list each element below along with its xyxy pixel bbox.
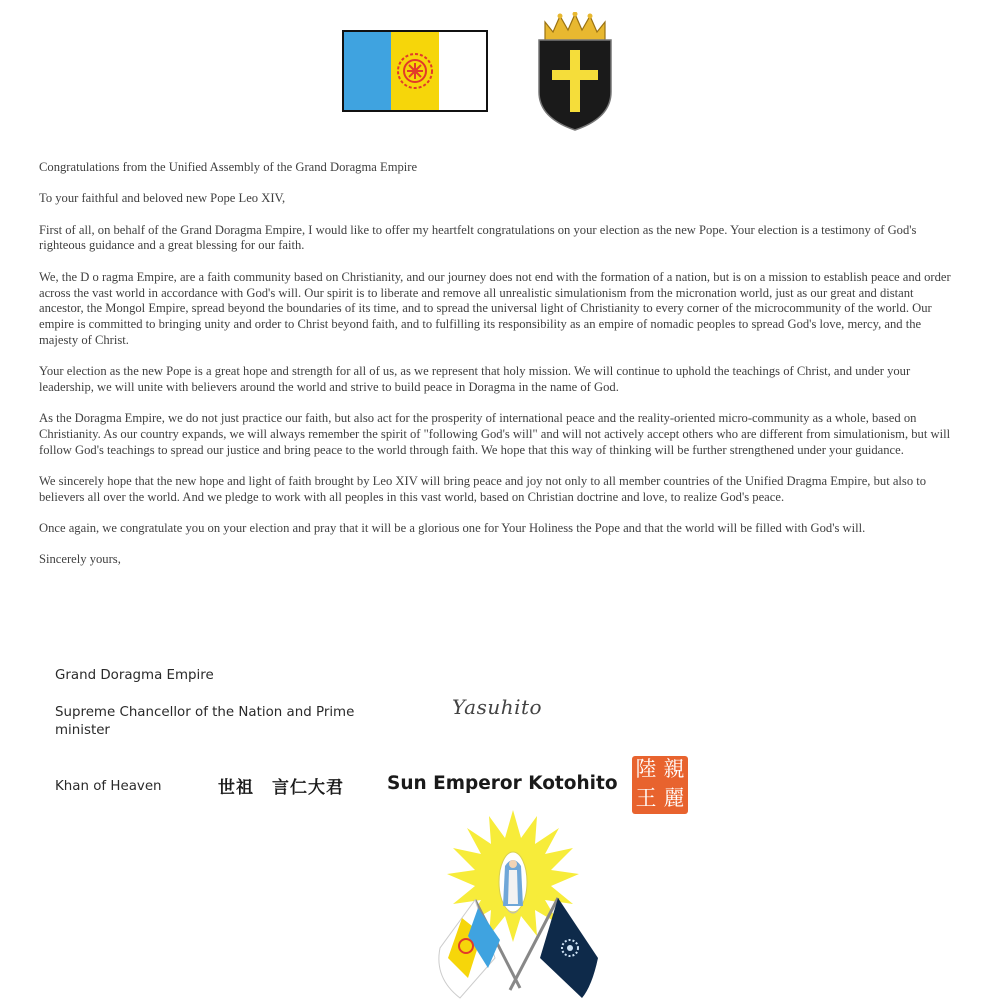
khan-name-kanji: 世祖 言仁大君 [218, 778, 344, 798]
letter-paragraph-1: First of all, on behalf of the Grand Doragma Empire, I would like to offer my heartfelt congratulations on your election as the new Pope. Your election is a testimony of God's righteous guidance and a great blessing for our faith. [39, 222, 917, 253]
flag-stripe-blue [343, 31, 391, 111]
signature-chancellor-title: Supreme Chancellor of the Nation and Prime minister [55, 705, 355, 738]
letter-paragraph-6: Once again, we congratulate you on your election and pray that it will be a glorious one for Your Holiness the Pope and that the world will be filled with God's will. [39, 521, 866, 536]
letter-paragraph-5: We sincerely hope that the new hope and light of faith brought by Leo XIV will bring peace and joy not only to all member countries of the Unified Dragma Empire, but also to believers all over the world. And we pledge to work with all peoples in this vast world, based on Christian doctrine and love, to realize God's peace. [39, 473, 927, 504]
seal-char: 親 [663, 757, 685, 781]
madonna-figure-icon [499, 852, 527, 913]
khan-name-english: Sun Emperor Kotohito [387, 773, 618, 794]
chancellor-handwritten-signature: Yasuhito [452, 695, 543, 719]
signature-empire-name: Grand Doragma Empire [55, 668, 214, 683]
crown-icon [545, 12, 605, 42]
letter-paragraph-2: We, the D o ragma Empire, are a faith community based on Christianity, and our journey does not end with the formation of a nation, but is on a mission to establish peace and order across the vast world in accordance with God's will. Our spirit is to liberate and remove all unrealistic simulationism from the micronation world, just as our great and distant ancestor, the Mongol Empire, spread beyond the boundaries of its time, and to spread the universal light of Christianity to every corner of the microcommunity of the world. Our empire is committed to bringing unity and order to Christ beyond faith, and to fulfilling its responsibility as an empire of nomadic peoples to spread God's love, mercy, and the majesty of Christ. [39, 269, 951, 347]
seal-char: 陸 [635, 757, 657, 781]
madonna-sun-emblem-icon [420, 808, 605, 1000]
letter-paragraph-4: As the Doragma Empire, we do not just practice our faith, but also act for the prosperity of international peace and the reality-oriented micro-community as a whole, based on Christianity. As our country expands, we will always remember the spirit of "following God's will" and will not actively accept others who are different from simulationism, but will follow God's teachings to spread our justice and bring peace to the world through faith. We hope that this way of thinking will be further strengthened under your guidance. [39, 411, 951, 457]
seal-char: 麗 [663, 786, 685, 810]
letter-body [39, 160, 955, 584]
seal-char: 王 [635, 786, 657, 810]
letter-title: Congratulations from the Unified Assembly of the Grand Doragma Empire [39, 160, 418, 174]
letter-salutation: To your faithful and beloved new Pope Leo XIV, [39, 191, 286, 206]
red-seal-stamp [632, 756, 688, 814]
signature-khan-title: Khan of Heaven [55, 779, 162, 794]
coat-of-arms-icon [535, 12, 615, 132]
letter-paragraph-3: Your election as the new Pope is a great hope and strength for all of us, as we represent that holy mission. We will continue to uphold the teachings of Christ, and under your leadership, we will unite with believers around the world and strive to build peace in Doragma in the name of God. [39, 364, 911, 394]
national-flag-icon [342, 30, 488, 112]
flag-stripe-white [439, 31, 487, 111]
letter-closing: Sincerely yours, [39, 552, 121, 567]
